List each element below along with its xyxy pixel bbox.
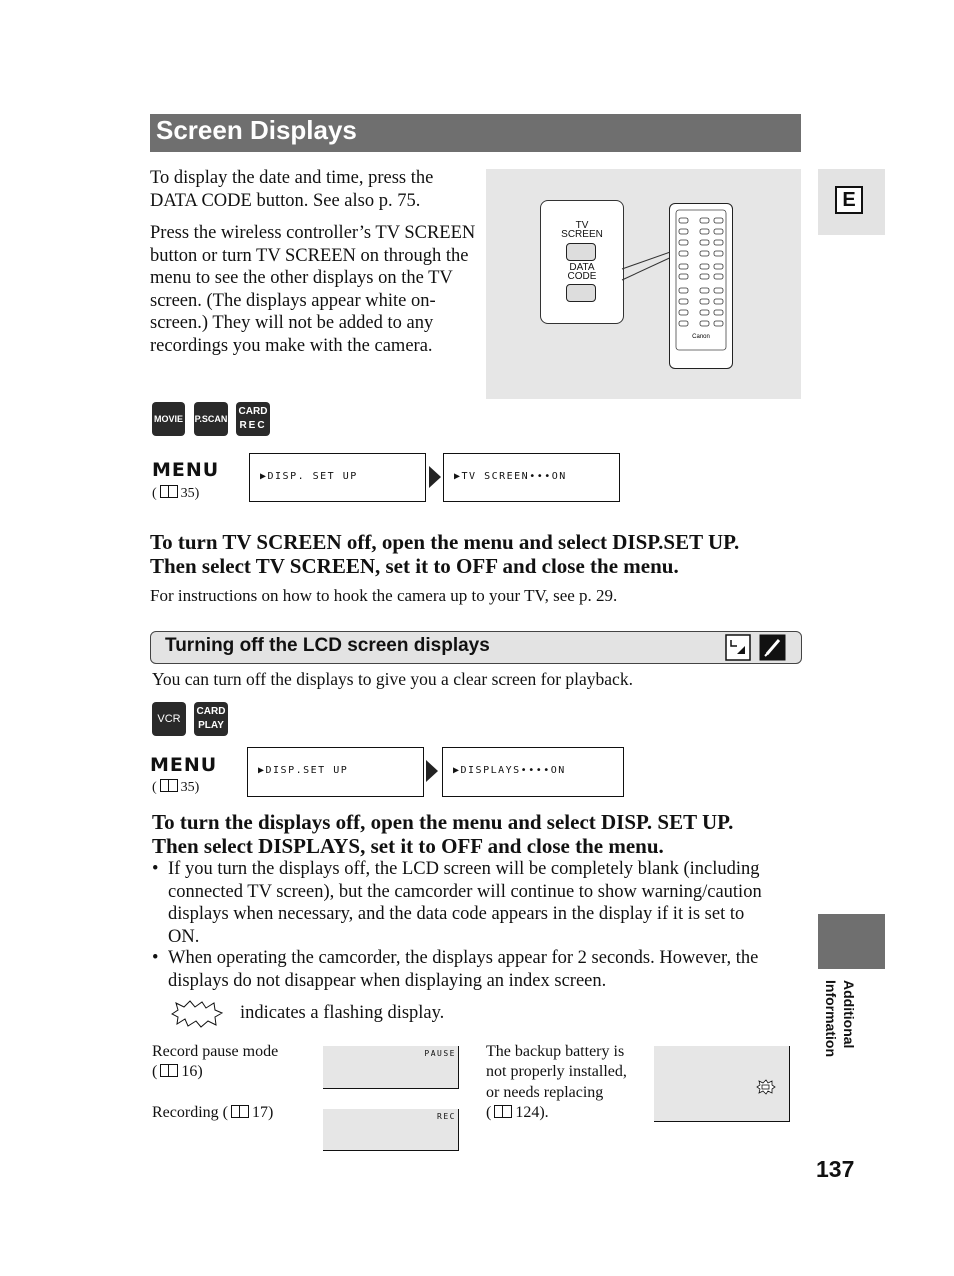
recording-label: Recording (	[152, 1104, 228, 1121]
page-title-bar	[150, 114, 801, 152]
rec-screen	[323, 1109, 459, 1151]
instruction-2-line2: Then select DISPLAYS, set it to OFF and close the menu.	[152, 834, 664, 858]
record-pause-ref-page: 16)	[181, 1063, 203, 1080]
battery-warning-icon	[756, 1079, 776, 1095]
pause-screen-text: PAUSE	[424, 1049, 456, 1058]
recording-ref-page: 17)	[251, 1104, 274, 1121]
card-rec-badge-line1: CARD	[238, 406, 268, 417]
menu-arrow-icon	[426, 760, 438, 782]
instruction-1-line1: To turn TV SCREEN off, open the menu and select DISP.SET UP.	[150, 530, 740, 554]
data-label-line1: DATA	[569, 262, 595, 273]
menu-box-disp-setup	[249, 453, 426, 502]
vcr-mode-badge: VCR	[152, 702, 186, 736]
menu-box-tv-screen	[443, 453, 620, 502]
section-tab-block	[818, 914, 885, 969]
instruction-2-line1: To turn the displays off, open the menu and select DISP. SET UP.	[152, 810, 734, 834]
rec-screen-text: REC	[437, 1112, 456, 1121]
intro-paragraph-1: To display the date and time, press the DATA CODE button. See also p. 75.	[150, 168, 434, 211]
page-number: 137	[816, 1156, 855, 1182]
bullet-item-1: If you turn the displays off, the LCD screen will be completely blank (including connected TV screen), but the camcorder will continue to show warning/caution displays when necessary, and the data code appears in the display if it is set to ON.	[168, 859, 762, 947]
recording-ref	[152, 1103, 273, 1124]
menu-label-2: MENU	[150, 754, 218, 776]
record-pause-label: Record pause mode	[152, 1043, 279, 1060]
menu-arrow-icon	[429, 466, 441, 488]
callout-lines	[486, 169, 801, 399]
pscan-mode-badge: P.SCAN	[194, 402, 228, 436]
remote-illustration	[486, 169, 801, 399]
menu-label: MENU	[152, 459, 220, 481]
page-title: Screen Displays	[156, 115, 357, 145]
remote-brand: Canon	[692, 334, 710, 340]
section-tab-line1: Additional	[841, 980, 857, 1049]
menu-box-text: ▶DISPLAYS••••ON	[453, 765, 566, 776]
menu-box-displays	[442, 747, 624, 797]
screen-icon	[726, 635, 750, 660]
menu-page-ref	[152, 485, 199, 502]
bullet-marker: •	[152, 859, 159, 879]
card-play-badge-line1: CARD	[196, 706, 226, 717]
language-tab	[818, 169, 885, 235]
menu-page-ref-2	[152, 779, 199, 796]
card-play-badge	[194, 702, 228, 736]
card-play-badge-line2: PLAY	[198, 720, 224, 731]
remote-control	[669, 203, 733, 369]
movie-mode-badge: MOVIE	[152, 402, 185, 436]
section-tab-line2: Information	[823, 980, 839, 1057]
card-rec-badge-line2: REC	[239, 420, 267, 431]
intro-paragraph-2: Press the wireless controller’s TV SCREEN button or turn TV SCREEN on through the menu to see the other displays on the TV screen. (The displays appear white on-screen.) They will not be added to any recordings you make with the camera.	[150, 223, 476, 356]
menu-ref-open: (	[152, 780, 157, 795]
tv-label-line1: TV	[575, 220, 589, 231]
backup-battery-line1: The backup battery is	[486, 1043, 625, 1060]
bullet-item-2: When operating the camcorder, the displays appear for 2 seconds. However, the displays do not disappear when displaying an index screen.	[168, 948, 759, 991]
menu-box-text: ▶DISP. SET UP	[260, 471, 358, 482]
backup-battery-line3: or needs replacing	[486, 1084, 604, 1101]
lcd-display-icons	[725, 634, 787, 662]
book-icon	[231, 1105, 249, 1118]
tv-hookup-note: For instructions on how to hook the camera up to your TV, see p. 29.	[150, 586, 618, 605]
record-pause-ref: ( 16)	[152, 1063, 203, 1080]
backup-battery-ref: ( 124).	[486, 1104, 549, 1121]
flashing-note: indicates a flashing display.	[240, 1003, 445, 1023]
book-icon	[160, 779, 178, 792]
menu-ref-page: 35)	[180, 486, 200, 501]
backup-battery-line2: not properly installed,	[486, 1063, 627, 1080]
battery-warning-screen	[654, 1046, 790, 1122]
book-icon	[160, 485, 178, 498]
section-intro: You can turn off the displays to give you a clear screen for playback.	[152, 669, 633, 689]
remote-buttons	[670, 204, 732, 368]
bullet-marker: •	[152, 948, 159, 968]
book-icon	[494, 1105, 512, 1118]
flashing-display-icon	[170, 1000, 224, 1028]
menu-box-text: ▶TV SCREEN•••ON	[454, 471, 567, 482]
instruction-1-line2: Then select TV SCREEN, set it to OFF and close the menu.	[150, 554, 679, 578]
menu-ref-open: (	[152, 486, 157, 501]
book-icon	[160, 1064, 178, 1077]
menu-ref-page: 35)	[180, 780, 200, 795]
menu-box-disp-setup-2	[247, 747, 424, 797]
card-rec-badge	[236, 402, 270, 436]
language-tab-letter: E	[835, 186, 863, 214]
data-label-line2: CODE	[567, 271, 597, 282]
tv-label-line2: SCREEN	[561, 229, 603, 240]
section-header	[150, 631, 802, 664]
menu-box-text: ▶DISP.SET UP	[258, 765, 349, 776]
pause-screen	[323, 1046, 459, 1089]
section-title: Turning off the LCD screen displays	[165, 635, 490, 656]
backup-battery-ref-page: 124).	[515, 1104, 549, 1121]
section-tab-label	[822, 980, 862, 1080]
